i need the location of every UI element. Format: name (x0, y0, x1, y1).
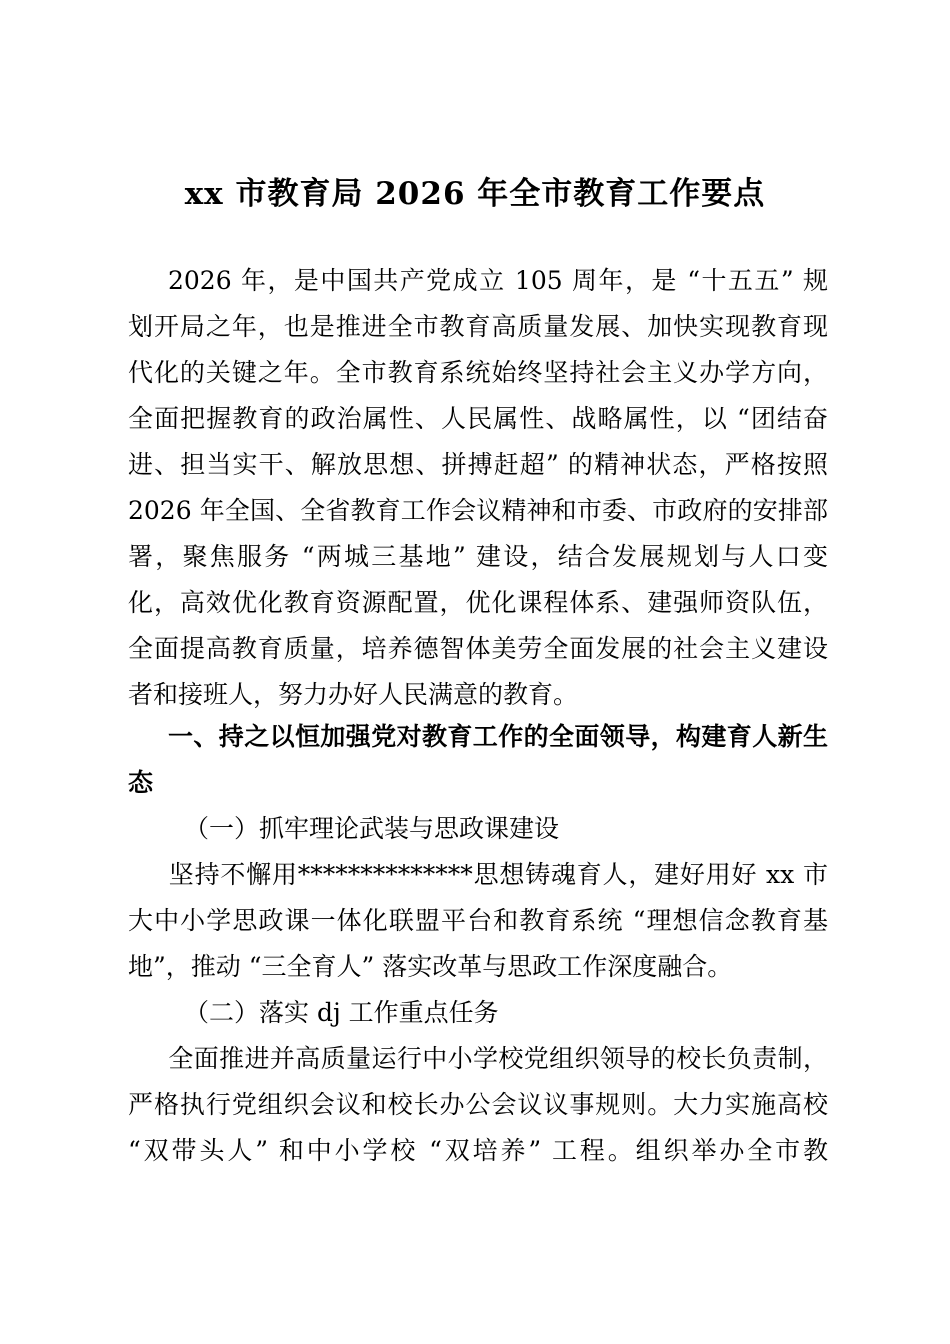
intro-line-4: 全面把握教育的政治属性、人民属性、战略属性，以 “团结奋 (128, 404, 828, 433)
document-title: xx 市教育局 2026 年全市教育工作要点 (184, 176, 766, 212)
intro-line-9: 全面提高教育质量，培养德智体美劳全面发展的社会主义建设 (128, 634, 828, 663)
intro-line-3: 代化的关键之年。全市教育系统始终坚持社会主义办学方向， (128, 358, 828, 387)
subsection-1-heading: （一）抓牢理论武装与思政课建设 (184, 814, 560, 843)
section-1-heading-line-2: 态 (128, 768, 154, 797)
sub1-line-1 (128, 852, 828, 898)
intro-line-5: 进、担当实干、解放思想、拼搏赶超” 的精神状态，严格按照 (128, 450, 828, 479)
intro-line-10: 者和接班人，努力办好人民满意的教育。 (128, 680, 579, 709)
intro-line-8: 化，高效优化教育资源配置，优化课程体系、建强师资队伍， (128, 588, 828, 617)
intro-line-1 (128, 258, 828, 304)
sub2-line-1 (128, 1036, 828, 1082)
sub2-line-2: 严格执行党组织会议和校长办公会议议事规则。大力实施高校 (128, 1090, 828, 1119)
sub2-line-1-text: 全面推进并高质量运行中小学校党组织领导的校长负责制， (168, 1044, 828, 1073)
intro-line-6: 2026 年全国、全省教育工作会议精神和市委、市政府的安排部 (128, 496, 828, 525)
subsection-2-heading: （二）落实 dj 工作重点任务 (184, 998, 499, 1027)
sub2-line-3: “双带头人” 和中小学校 “双培养” 工程。组织举办全市教 (128, 1136, 828, 1165)
intro-line-1-text: 2026 年，是中国共产党成立 105 周年，是 “十五五” 规 (168, 266, 828, 295)
sub1-line-3: 地”，推动 “三全育人” 落实改革与思政工作深度融合。 (128, 952, 733, 981)
sub1-line-2: 大中小学思政课一体化联盟平台和教育系统 “理想信念教育基 (128, 906, 828, 935)
intro-line-7: 署，聚焦服务 “两城三基地” 建设，结合发展规划与人口变 (128, 542, 828, 571)
document-page (128, 0, 828, 1344)
sub1-line-1-text: 坚持不懈用**************思想铸魂育人，建好用好 xx 市 (168, 860, 828, 889)
intro-line-2: 划开局之年，也是推进全市教育高质量发展、加快实现教育现 (128, 312, 828, 341)
section-1-heading-line-1: 一、持之以恒加强党对教育工作的全面领导，构建育人新生 (168, 722, 828, 751)
